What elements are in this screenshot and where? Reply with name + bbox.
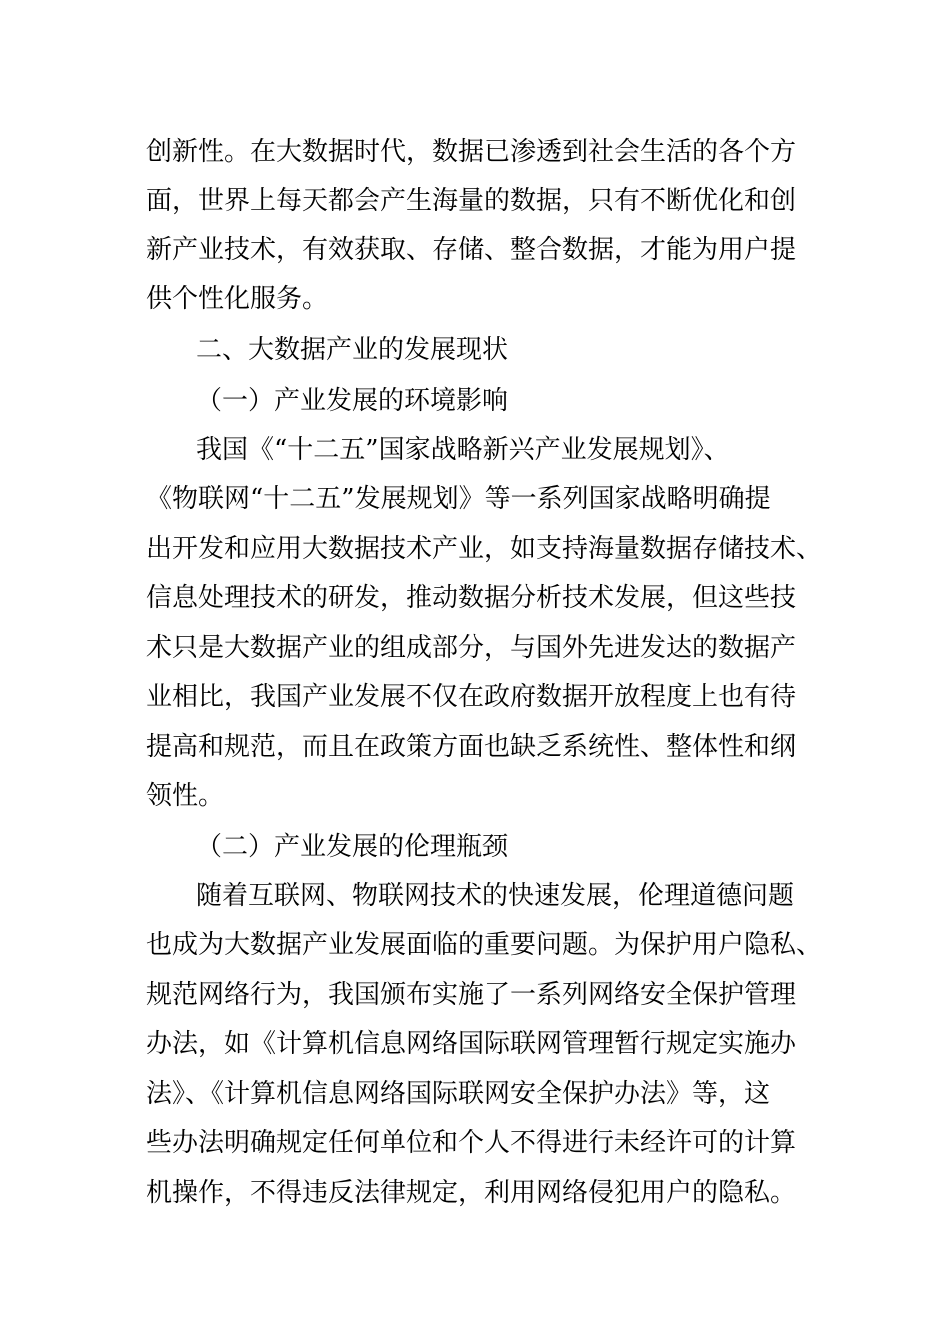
para2-line-8: 领性。 [146,781,225,811]
section-heading-2: 二、大数据产业的发展现状 [196,335,509,365]
para2-line-4: 信息处理技术的研发，推动数据分析技术发展，但这些技 [146,583,797,613]
para3-line-5: 法》、《计算机信息网络国际联网安全保护办法》等，这 [146,1079,771,1109]
subheading-2: （二）产业发展的伦理瓶颈 [196,832,509,862]
para3-line-3: 规范网络行为，我国颁布实施了一系列网络安全保护管理 [146,980,797,1010]
para1-line-3: 新产业技术，有效获取、存储、整合数据，才能为用户提 [146,235,797,265]
subheading-1: （一）产业发展的环境影响 [196,386,509,416]
para3-line-6: 些办法明确规定任何单位和个人不得进行未经许可的计算 [146,1128,797,1158]
para1-line-4: 供个性化服务。 [146,284,329,314]
para2-line-6: 业相比，我国产业发展不仅在政府数据开放程度上也有待 [146,682,797,712]
para3-line-1: 随着互联网、物联网技术的快速发展，伦理道德问题 [196,881,795,911]
para2-line-1: 我国《“十二五”国家战略新兴产业发展规划》、 [196,435,730,465]
para1-line-1: 创新性。在大数据时代，数据已渗透到社会生活的各个方 [146,137,797,167]
para2-line-3: 出开发和应用大数据技术产业，如支持海量数据存储技术、 [146,534,823,564]
para3-line-7: 机操作，不得违反法律规定，利用网络侵犯用户的隐私。 [146,1178,797,1208]
para2-line-7: 提高和规范，而且在政策方面也缺乏系统性、整体性和纲 [146,732,797,762]
para3-line-4: 办法，如《计算机信息网络国际联网管理暂行规定实施办 [146,1029,797,1059]
para1-line-2: 面，世界上每天都会产生海量的数据，只有不断优化和创 [146,186,797,216]
para3-line-2: 也成为大数据产业发展面临的重要问题。为保护用户隐私、 [146,930,823,960]
para2-line-5: 术只是大数据产业的组成部分，与国外先进发达的数据产 [146,633,797,663]
para2-line-2: 《物联网“十二五”发展规划》等一系列国家战略明确提 [146,484,771,514]
